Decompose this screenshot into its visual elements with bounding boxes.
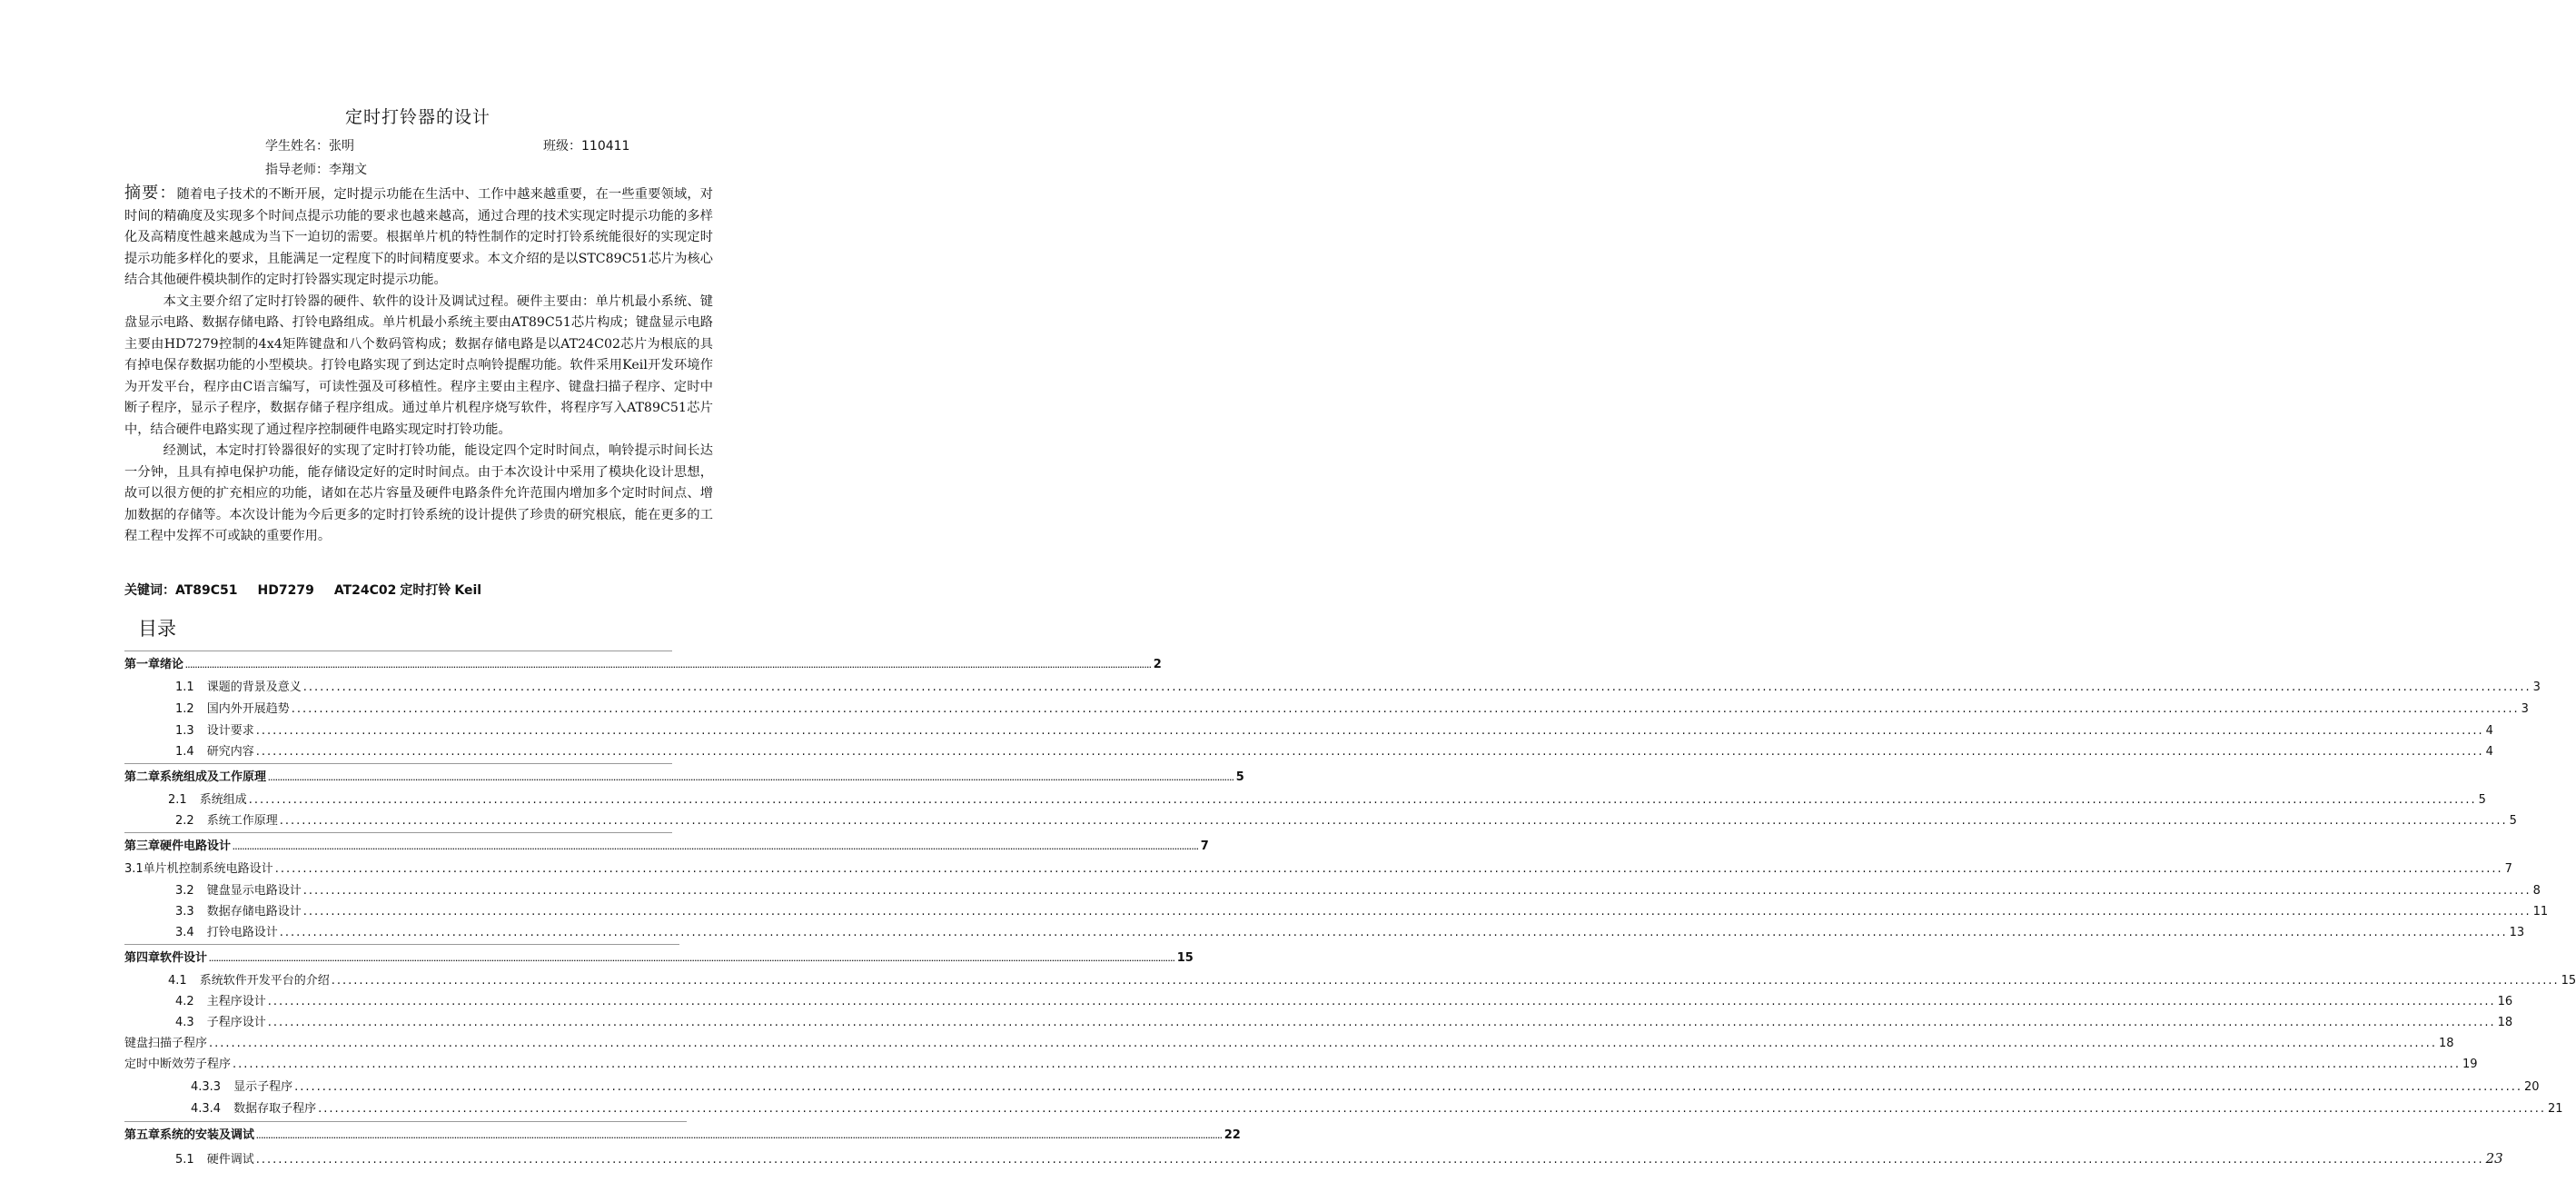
toc-entry-title: 设计要求 [206,724,254,738]
keyword: 定时打铃 [400,583,451,598]
toc-entry[interactable] [175,810,2517,830]
toc-entry-number: 1.4 [175,745,194,759]
toc-leader-dots: ................................................................................................................................................................................................................................................................................................................................................................................................................ [302,884,2531,898]
toc-leader-dots: ................................................................................................................................................................................................................................................................................................................................................................................................................ [256,1133,1223,1140]
toc-entry-number: 1.1 [175,680,194,694]
toc-entry-title: 第四章软件设计 [124,951,208,965]
toc-entry[interactable] [175,699,2529,719]
toc-entry-number: 4.3.4 [191,1102,222,1116]
toc-leader-dots: ................................................................................................................................................................................................................................................................................................................................................................................................................ [255,724,2484,738]
toc-entry-title: 第五章系统的安装及调试 [124,1128,255,1142]
toc-entry-title: 系统组成 [199,793,247,807]
toc-leader-dots: ................................................................................................................................................................................................................................................................................................................................................................................................................ [274,862,2503,876]
toc-page-number: 21 [2548,1102,2563,1116]
toc-entry[interactable] [191,1098,2563,1118]
toc-entry-title: 数据存取子程序 [233,1102,317,1116]
toc-page-number: 18 [2497,1016,2513,1029]
toc-page-number: 11 [2532,905,2549,919]
toc-entry[interactable] [124,1125,1241,1145]
toc-entry-number: 4.2 [175,995,194,1008]
toc-entry-title: 系统软件开发平台的介绍 [199,974,330,988]
toc-entry-number: 1.2 [175,702,194,716]
toc-entry[interactable] [175,922,2525,942]
toc-page-number: 2 [1153,658,1162,671]
toc-entry-title: 课题的背景及意义 [206,680,302,694]
toc-page-number: 7 [2504,862,2512,876]
toc-page-number: 22 [1224,1128,1241,1142]
toc-entry-title: 子程序设计 [206,1016,266,1029]
keyword: AT24C02 [333,583,397,598]
toc-chapter-rule [124,832,672,833]
toc-page-number: 23 [2485,1150,2503,1167]
abstract-label: 摘要： [124,184,177,203]
toc-leader-dots: ................................................................................................................................................................................................................................................................................................................................................................................................................ [331,974,2560,988]
toc-entry-title: 研究内容 [206,745,254,759]
keyword: AT89C51 [175,583,238,598]
abstract-section [124,183,713,548]
toc-entry[interactable] [168,790,2486,810]
toc-leader-dots: ................................................................................................................................................................................................................................................................................................................................................................................................................ [302,680,2531,694]
toc-leader-dots: ................................................................................................................................................................................................................................................................................................................................................................................................................ [233,844,1199,851]
toc-page-number: 13 [2509,926,2525,939]
toc-entry-number: 3.4 [175,926,194,939]
toc-entry-title: 数据存储电路设计 [206,905,302,919]
toc-entry-title: 3.1单片机控制系统电路设计 [124,862,273,876]
toc-entry-title: 系统工作原理 [206,814,278,828]
toc-leader-dots: ................................................................................................................................................................................................................................................................................................................................................................................................................ [294,1080,2523,1094]
toc-page-number: 5 [2478,793,2486,807]
toc-entry[interactable] [191,1077,2540,1097]
abstract-paragraph-2: 本文主要介绍了定时打铃器的硬件、软件的设计及调试过程。硬件主要由：单片机最小系统、键盘显示电路、数据存储电路、打铃电路组成。单片机最小系统主要由AT89C51芯片构成；键盘显示电路主要由HD7279控制的4x4矩阵键盘和八个数码管构成；数据存储电路是以AT24C02芯片为根底的具有掉电保存数据功能的小型模块。打铃电路实现了到达定时点响铃提醒功能。软件采用Keil开发环境作为开发平台，程序由C语言编写，可读性强及可移植性。程序主要由主程序、键盘扫描子程序、定时中断子程序，显示子程序，数据存储子程序组成。通过单片机程序烧写软件，将程序写入AT89C51芯片中，结合硬件电路实现了通过程序控制硬件电路实现定时打铃功能。 [124,293,713,437]
toc-entry-number: 5.1 [175,1153,194,1167]
toc-entry[interactable] [175,720,2493,740]
toc-entry[interactable] [175,1012,2513,1032]
toc-entry-title: 显示子程序 [233,1080,293,1094]
keywords-line [124,581,501,599]
toc-entry-title: 定时中断效劳子程序 [124,1058,232,1071]
toc-page-number: 15 [2561,974,2576,988]
toc-entry[interactable] [124,948,1194,968]
toc-leader-dots: ................................................................................................................................................................................................................................................................................................................................................................................................................ [267,995,2496,1008]
toc-entry-number: 3.3 [175,905,194,919]
toc-entry[interactable] [124,836,1209,856]
toc-entry[interactable] [124,767,1244,787]
toc-page-number: 3 [2532,680,2541,694]
toc-leader-dots: ................................................................................................................................................................................................................................................................................................................................................................................................................ [233,1058,2461,1071]
toc-page-number: 4 [2485,724,2493,738]
toc-leader-dots: ................................................................................................................................................................................................................................................................................................................................................................................................................ [209,956,1175,963]
abstract-paragraph-1 [124,183,713,292]
toc-entry[interactable] [124,1054,2478,1074]
toc-entry-title: 主程序设计 [206,995,266,1008]
toc-entry-title: 第二章系统组成及工作原理 [124,770,267,784]
toc-heading: 目录 [138,618,176,640]
toc-entry-title: 国内外开展趋势 [206,702,290,716]
student-name: 学生姓名：张明 [265,139,354,154]
toc-chapter-rule [124,1121,687,1122]
toc-entry[interactable] [124,859,2512,879]
toc-leader-dots: ................................................................................................................................................................................................................................................................................................................................................................................................................ [248,793,2477,807]
toc-leader-dots: ................................................................................................................................................................................................................................................................................................................................................................................................................ [279,926,2508,939]
toc-entry[interactable] [175,677,2541,697]
toc-entry-title: 键盘扫描子程序 [124,1037,208,1050]
advisor-name: 指导老师：李翔文 [265,163,367,177]
toc-page-number: 15 [1176,951,1194,965]
toc-entry-number: 2.1 [168,793,187,807]
toc-leader-dots: ................................................................................................................................................................................................................................................................................................................................................................................................................ [267,1016,2496,1029]
toc-chapter-rule [124,763,672,764]
toc-leader-dots: ................................................................................................................................................................................................................................................................................................................................................................................................................ [255,1153,2484,1167]
toc-page-number: 3 [2521,702,2529,716]
toc-leader-dots: ................................................................................................................................................................................................................................................................................................................................................................................................................ [291,702,2520,716]
toc-page-number: 7 [1200,839,1209,853]
toc-entry-number: 3.2 [175,884,194,898]
toc-entry-number: 2.2 [175,814,194,828]
toc-leader-dots: ................................................................................................................................................................................................................................................................................................................................................................................................................ [209,1037,2437,1050]
toc-chapter-rule [124,944,679,945]
keywords-label: 关键词： [124,583,175,598]
toc-page-number: 16 [2497,995,2513,1008]
toc-entry[interactable] [175,741,2493,761]
toc-entry[interactable] [124,654,1162,674]
toc-entry[interactable] [175,880,2541,900]
toc-page-number: 19 [2462,1058,2478,1071]
toc-entry-number: 4.3.3 [191,1080,222,1094]
toc-page-number: 5 [1235,770,1244,784]
class-number: 班级：110411 [543,139,630,154]
toc-entry-title: 打铃电路设计 [206,926,278,939]
toc-entry[interactable] [124,1033,2454,1053]
toc-leader-dots: ................................................................................................................................................................................................................................................................................................................................................................................................................ [268,775,1234,782]
toc-entry-title: 硬件调试 [206,1153,254,1167]
toc-leader-dots: ................................................................................................................................................................................................................................................................................................................................................................................................................ [318,1102,2547,1116]
abstract-paragraph-3: 经测试，本定时打铃器很好的实现了定时打铃功能，能设定四个定时时间点，响铃提示时间长达一分钟，且具有掉电保护功能，能存储设定好的定时时间点。由于本次设计中采用了模块化设计思想，故可以很方便的扩充相应的功能，诸如在芯片容量及硬件电路条件允许范围内增加多个定时时间点、增加数据的存储等。本次设计能为今后更多的定时打铃系统的设计提供了珍贵的研究根底，能在更多的工程工程中发挥不可或缺的重要作用。 [124,443,713,543]
toc-entry[interactable] [168,970,2576,990]
toc-leader-dots: ................................................................................................................................................................................................................................................................................................................................................................................................................ [185,662,1152,670]
toc-entry[interactable] [175,901,2549,921]
toc-entry[interactable] [175,1149,2503,1169]
toc-entry-number: 4.1 [168,974,187,988]
toc-page-number: 8 [2532,884,2541,898]
toc-entry-title: 第三章硬件电路设计 [124,839,232,853]
toc-page-number: 5 [2509,814,2517,828]
toc-entry-title: 第一章绪论 [124,658,184,671]
toc-entry-number: 4.3 [175,1016,194,1029]
toc-page-number: 20 [2524,1080,2540,1094]
document-title: 定时打铃器的设计 [344,107,490,127]
abstract-text-1: 随着电子技术的不断开展，定时提示功能在生活中、工作中越来越重要，在一些重要领域，对时间的精确度及实现多个时间点提示功能的要求也越来越高，通过合理的技术实现定时提示功能的多样化及高精度性越来越成为当下一迫切的需要。根据单片机的特性制作的定时打铃系统能很好的实现定时提示功能多样化的要求，且能满足一定程度下的时间精度要求。本文介绍的是以STC89C51芯片为核心结合其他硬件模块制作的定时打铃器实现定时提示功能。 [124,187,713,287]
keyword: Keil [454,583,482,598]
toc-entry-number: 1.3 [175,724,194,738]
toc-page-number: 18 [2438,1037,2454,1050]
keyword: HD7279 [257,583,314,598]
toc-entry-title: 键盘显示电路设计 [206,884,302,898]
toc-leader-dots: ................................................................................................................................................................................................................................................................................................................................................................................................................ [255,745,2484,759]
toc-entry[interactable] [175,991,2513,1011]
toc-page-number: 4 [2485,745,2493,759]
toc-leader-dots: ................................................................................................................................................................................................................................................................................................................................................................................................................ [279,814,2508,828]
toc-leader-dots: ................................................................................................................................................................................................................................................................................................................................................................................................................ [302,905,2531,919]
